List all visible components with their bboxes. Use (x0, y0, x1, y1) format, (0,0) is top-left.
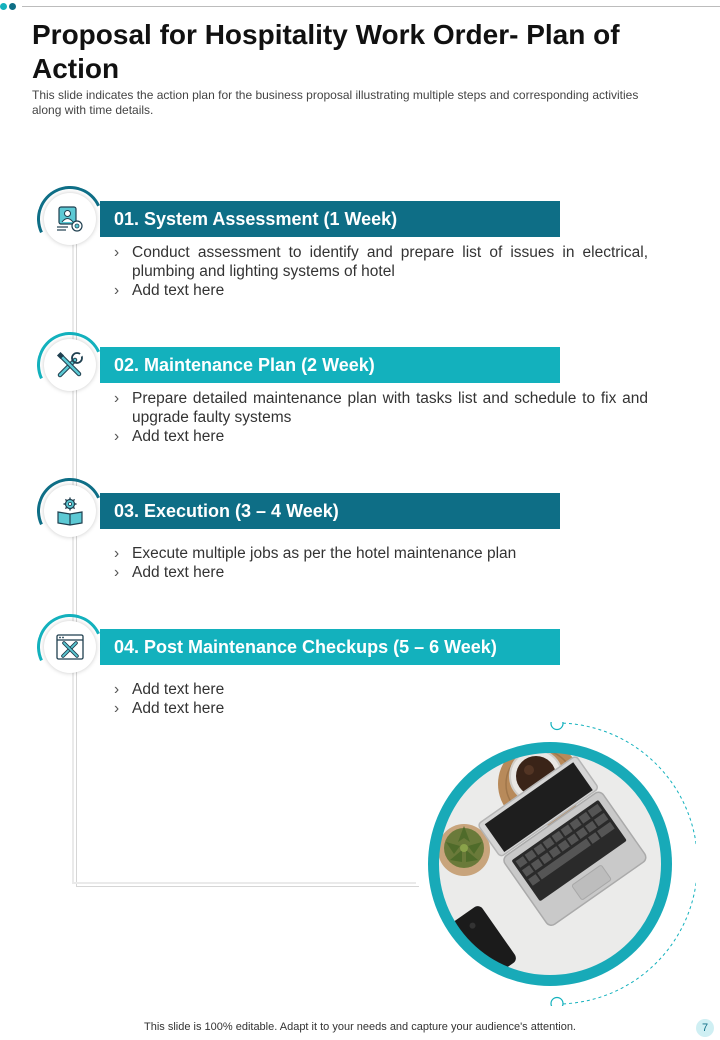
step-1-heading: 01. System Assessment (1 Week) (100, 201, 560, 237)
bullet-item: › Add text here (114, 699, 648, 718)
step-4-heading: 04. Post Maintenance Checkups (5 – 6 Week) (100, 629, 560, 665)
bullet-item: › Add text here (114, 281, 648, 300)
slide-subtitle: This slide indicates the action plan for the business proposal illustrating multiple steps and corresponding activities along with time details. (32, 88, 639, 117)
step-4-icon-circle (44, 621, 96, 673)
bullet-item: › Add text here (114, 427, 648, 446)
step-2-icon-circle (44, 339, 96, 391)
step-3-icon-circle (44, 485, 96, 537)
decor-dot (0, 3, 7, 10)
step-1-bullets (114, 243, 648, 300)
repair-window-icon (55, 632, 85, 662)
slide-title: Proposal for Hospitality Work Order- Plan of Action (32, 19, 620, 84)
bullet-item: › Conduct assessment to identify and prepare list of issues in electrical, plumbing and lighting systems of hotel (114, 243, 648, 281)
bullet-item: › Add text here (114, 680, 648, 699)
step-2-heading: 02. Maintenance Plan (2 Week) (100, 347, 560, 383)
step-2-bullets (114, 389, 648, 446)
step-3-bullets (114, 544, 648, 582)
workspace-photo-illustration (428, 742, 672, 986)
page-number-badge: 7 (696, 1019, 714, 1037)
assessment-icon (55, 204, 85, 234)
gear-book-icon (55, 496, 85, 526)
bullet-item: › Prepare detailed maintenance plan with tasks list and schedule to fix and upgrade faulty systems (114, 389, 648, 427)
tools-icon (55, 350, 85, 380)
decor-dot (9, 3, 16, 10)
workspace-photo (428, 742, 672, 986)
step-1-icon-circle (44, 193, 96, 245)
step-3-heading: 03. Execution (3 – 4 Week) (100, 493, 560, 529)
footer-note: This slide is 100% editable. Adapt it to your needs and capture your audience's attention. (144, 1021, 576, 1033)
bullet-item: › Execute multiple jobs as per the hotel maintenance plan (114, 544, 648, 563)
bullet-item: › Add text here (114, 563, 648, 582)
top-rule (22, 6, 720, 7)
step-4-bullets (114, 680, 648, 718)
